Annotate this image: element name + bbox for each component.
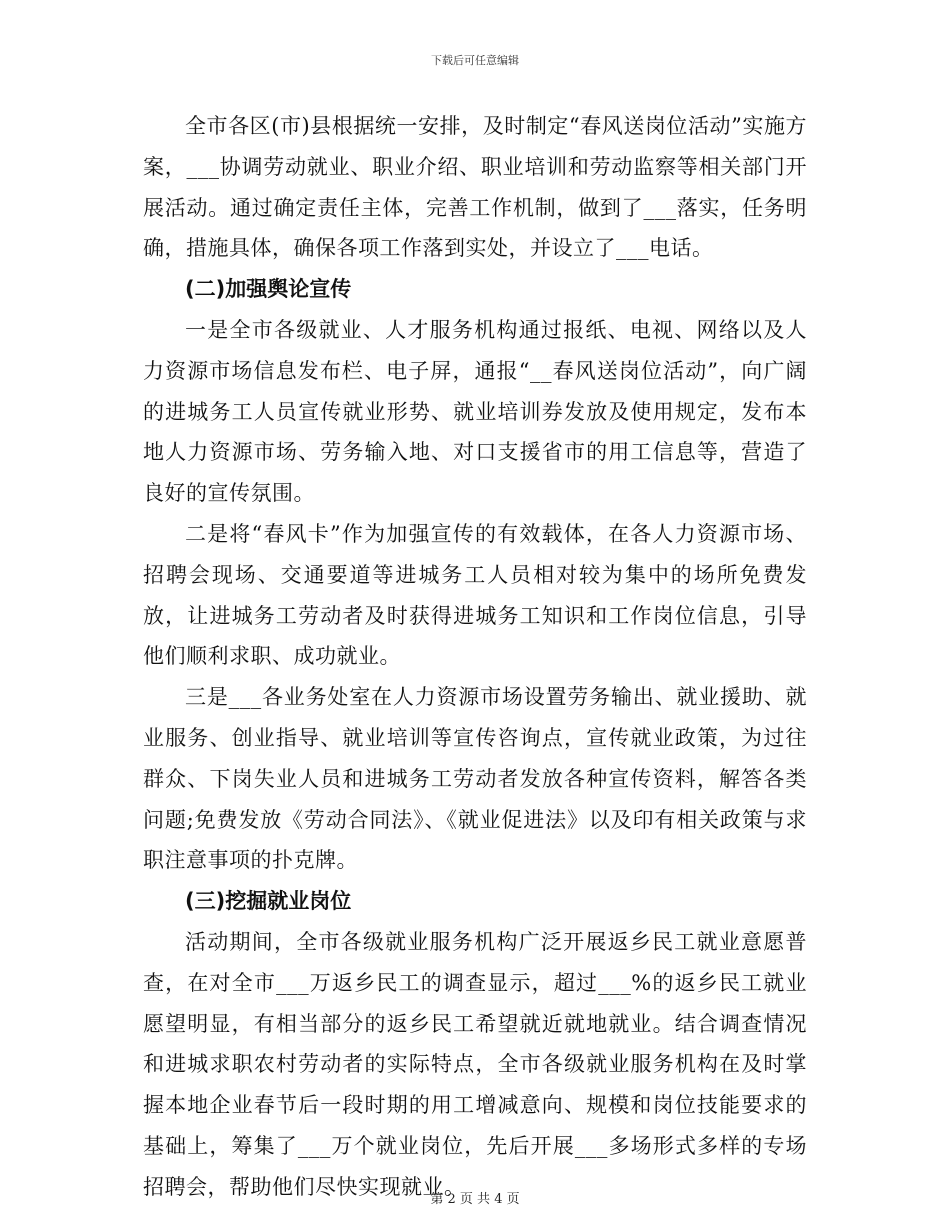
paragraph-jobs: 活动期间，全市各级就业服务机构广泛开展返乡民工就业意愿普查，在对全市___万返乡民工的调查显示，超过___%的返乡民工就业愿望明显，有相当部分的返乡民工希望就近就地就业。结合调查情况和进城求职农村劳动者的实际特点，全市各级就业服务机构在及时掌握本地企业春节后一段时期的用工增减意向、规模和岗位技能要求的基础上，筹集了___万个就业岗位，先后开展___多场形式多样的专场招聘会，帮助他们尽快实现就业。: [143, 929, 807, 1199]
paragraph-arrangement: 全市各区(市)县根据统一安排，及时制定“春风送岗位活动”实施方案，___协调劳动就业、职业介绍、职业培训和劳动监察等相关部门开展活动。通过确定责任主体，完善工作机制，做到了___落实，任务明确，措施具体，确保各项工作落到实处，并设立了___电话。: [143, 114, 807, 261]
section-heading-jobs: (三)挖掘就业岗位: [185, 889, 352, 914]
page-number-footer: 第 2 页 共 4 页: [430, 1192, 520, 1207]
page-header: 下载后可任意编辑: [431, 54, 519, 67]
document-body: [143, 106, 807, 1208]
paragraph-publicity-first: 一是全市各级就业、人才服务机构通过报纸、电视、网络以及人力资源市场信息发布栏、电子屏，通报“__春风送岗位活动”，向广阔的进城务工人员宣传就业形势、就业培训券发放及使用规定，发布本地人力资源市场、劳务输入地、对口支援省市的用工信息等，营造了良好的宣传氛围。: [143, 317, 807, 506]
paragraph-publicity-second: 二是将“春风卡”作为加强宣传的有效载体，在各人力资源市场、招聘会现场、交通要道等进城务工人员相对较为集中的场所免费发放，让进城务工劳动者及时获得进城务工知识和工作岗位信息，引导他们顺利求职、成功就业。: [143, 521, 807, 669]
paragraph-publicity-third: 三是___各业务处室在人力资源市场设置劳务输出、就业援助、就业服务、创业指导、就业培训等宣传咨询点，宣传就业政策，为过往群众、下岗失业人员和进城务工劳动者发放各种宣传资料，解答各类问题;免费发放《劳动合同法》、《就业促进法》以及印有相关政策与求职注意事项的扑克牌。: [143, 685, 807, 873]
section-heading-publicity: (二)加强舆论宣传: [185, 277, 352, 302]
